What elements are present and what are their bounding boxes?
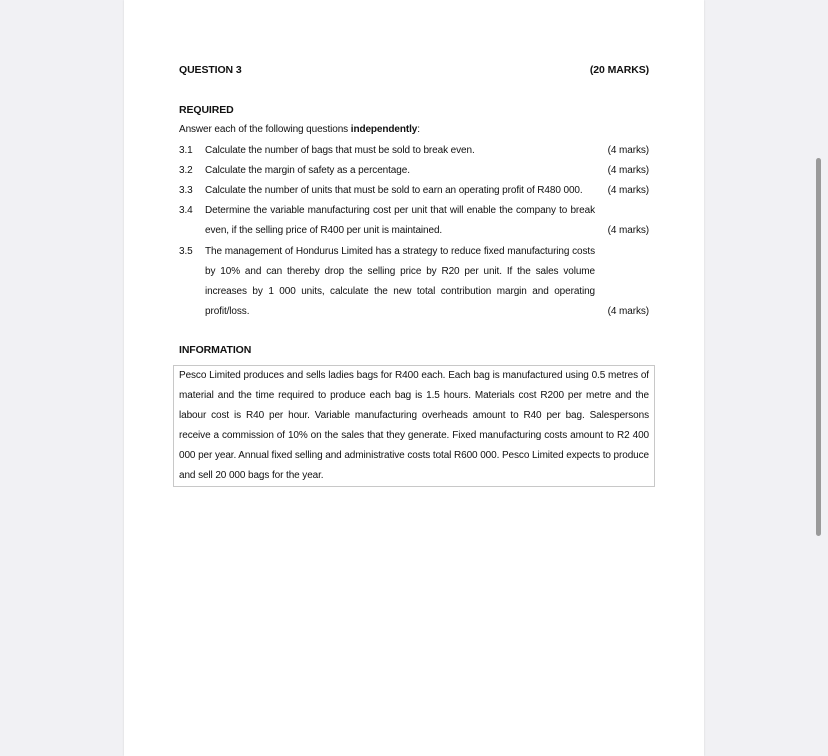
item-text: Determine the variable manufacturing cost per unit that will enable the company to break even, if the selling price of R400 per unit is maintained.: [205, 205, 595, 236]
information-heading: INFORMATION: [179, 344, 252, 356]
item-number: 3.4: [179, 205, 193, 216]
item-text: Calculate the number of units that must be sold to earn an operating profit of R480 000.: [205, 185, 583, 196]
item-number: 3.2: [179, 165, 193, 176]
item-marks: (4 marks): [607, 145, 649, 156]
item-marks: (4 marks): [607, 185, 649, 196]
item-text: Calculate the margin of safety as a percentage.: [205, 165, 410, 176]
item-number: 3.3: [179, 185, 193, 196]
information-box: [173, 365, 655, 487]
item-marks: (4 marks): [607, 306, 649, 317]
information-text: Pesco Limited produces and sells ladies bags for R400 each. Each bag is manufactured using 0.5 metres of material and the time required to produce each bag is 1.5 hours. Materials cost R200 per metre and the labour cost is R40 per hour. Variable manufacturing overheads amount to R40 per bag. Salespersons receive a commission of 10% on the sales that they generate. Fixed manufacturing costs amount to R2 400 000 per year. Annual fixed selling and administrative costs total R600 000. Pesco Limited expects to produce and sell 20 000 bags for the year.: [179, 370, 649, 481]
item-marks: (4 marks): [607, 165, 649, 176]
vertical-scrollbar[interactable]: [816, 158, 821, 536]
document-page: [124, 0, 704, 756]
question-header: [179, 64, 649, 76]
intro-suffix: :: [417, 124, 420, 135]
item-number: 3.5: [179, 246, 193, 257]
intro-prefix: Answer each of the following questions: [179, 124, 351, 135]
item-number: 3.1: [179, 145, 193, 156]
item-text: Calculate the number of bags that must be sold to break even.: [205, 145, 475, 156]
required-heading: REQUIRED: [179, 104, 234, 116]
required-intro: [179, 124, 420, 135]
question-title: QUESTION 3: [179, 64, 242, 76]
question-total-marks: (20 MARKS): [589, 64, 649, 76]
item-text: The management of Hondurus Limited has a strategy to reduce fixed manufacturing costs by 10% and can thereby drop the selling price by R20 per unit. If the sales volume increases by 1 000 units, calculate the new total contribution margin and operating profit/loss.: [205, 246, 595, 317]
item-marks: (4 marks): [607, 225, 649, 236]
intro-bold: independently: [350, 124, 418, 135]
